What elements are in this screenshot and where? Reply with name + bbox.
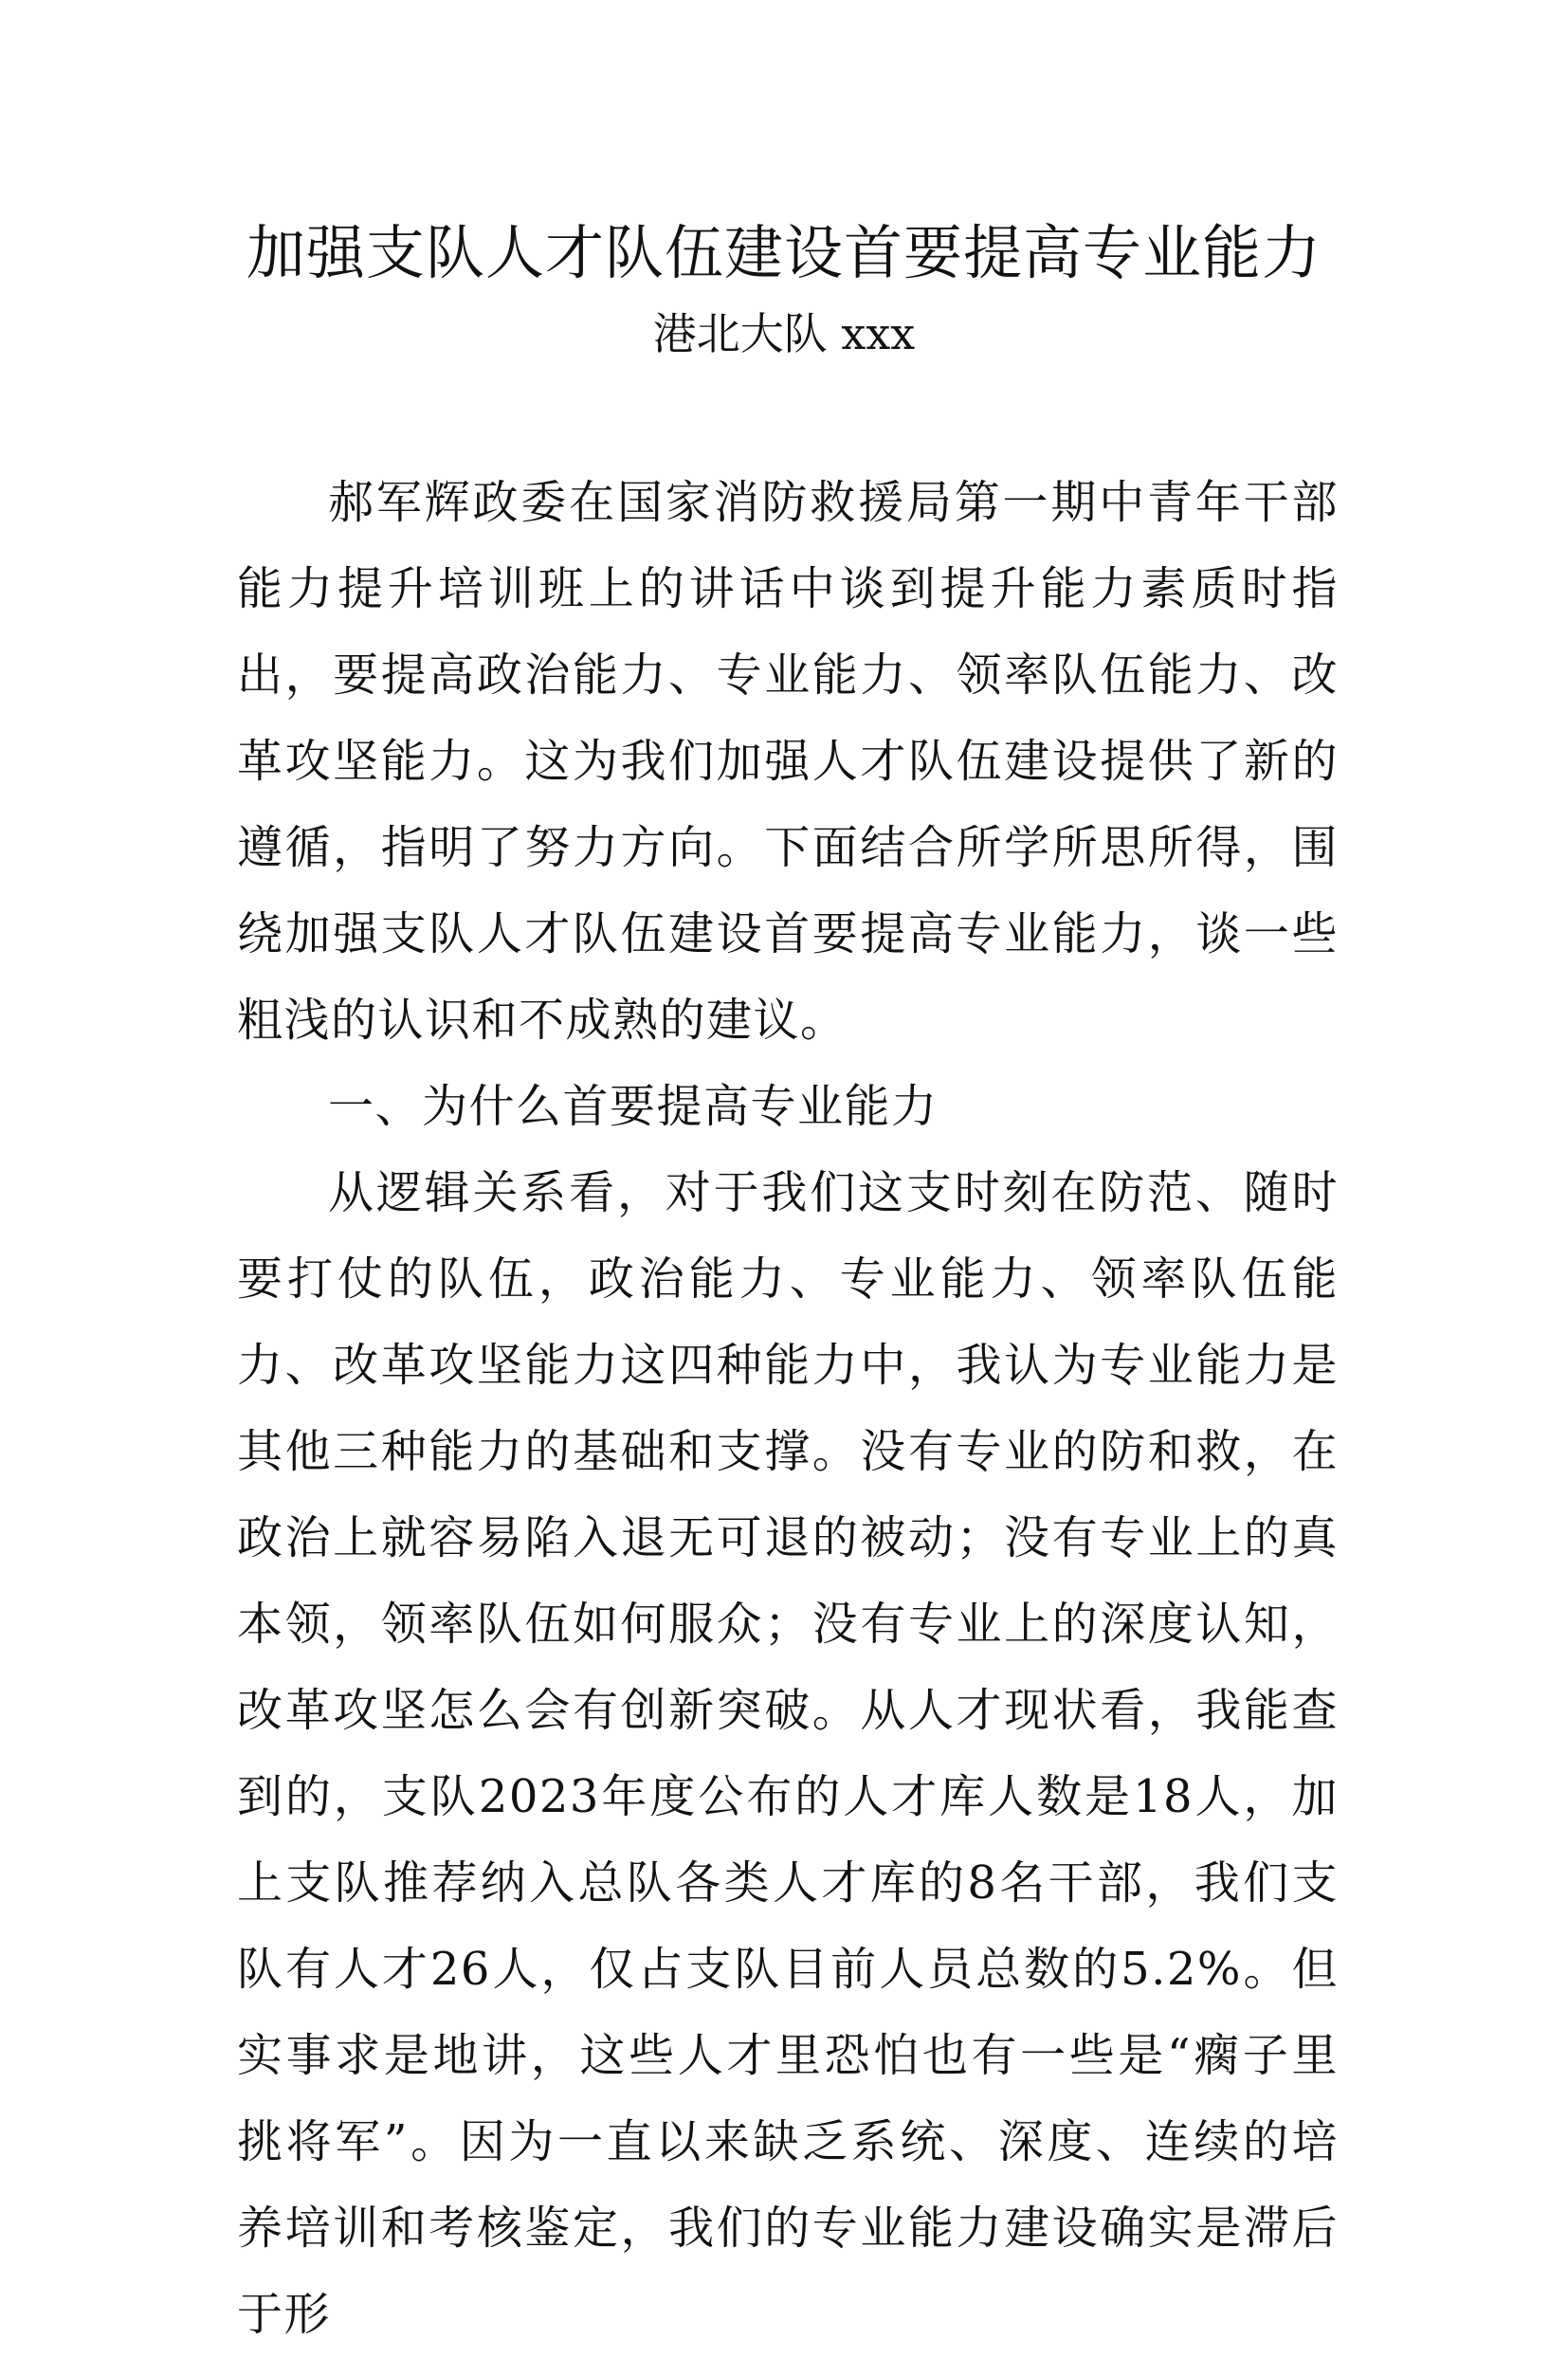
section-heading: 一、为什么首要提高专业能力 <box>328 1080 939 1133</box>
intro-paragraph: 郝军辉政委在国家消防救援局第一期中青年干部能力提升培训班上的讲话中谈到提升能力素质时指出，要提高政治能力、专业能力、领率队伍能力、改革攻坚能力。这为我们加强人才队伍建设提供了新的遵循，指明了努力方向。下面结合所学所思所得，围绕加强支队人才队伍建设首要提高专业能力，谈一些粗浅的认识和不成熟的建议。 <box>237 476 1339 1047</box>
body-paragraph: 从逻辑关系看，对于我们这支时刻在防范、随时要打仗的队伍，政治能力、专业能力、领率队伍能力、改革攻坚能力这四种能力中，我认为专业能力是其他三种能力的基础和支撑。没有专业的防和救，在政治上就容易陷入退无可退的被动；没有专业上的真本领，领率队伍如何服众；没有专业上的深度认知，改革攻坚怎么会有创新突破。从人才现状看，我能查到的，支队2023年度公布的人才库人数是18人，加上支队推荐纳入总队各类人才库的8名干部，我们支队有人才26人，仅占支队目前人员总数的5.2%。但实事求是地讲，这些人才里恐怕也有一些是“瘸子里挑将军”。因为一直以来缺乏系统、深度、连续的培养培训和考核鉴定，我们的专业能力建设确实是滞后于形 <box>237 1166 1339 2341</box>
document-body <box>237 460 1339 2358</box>
document-author: 港北大队 xxx <box>652 308 916 359</box>
document-title: 加强支队人才队伍建设首要提高专业能力 <box>246 218 1322 287</box>
